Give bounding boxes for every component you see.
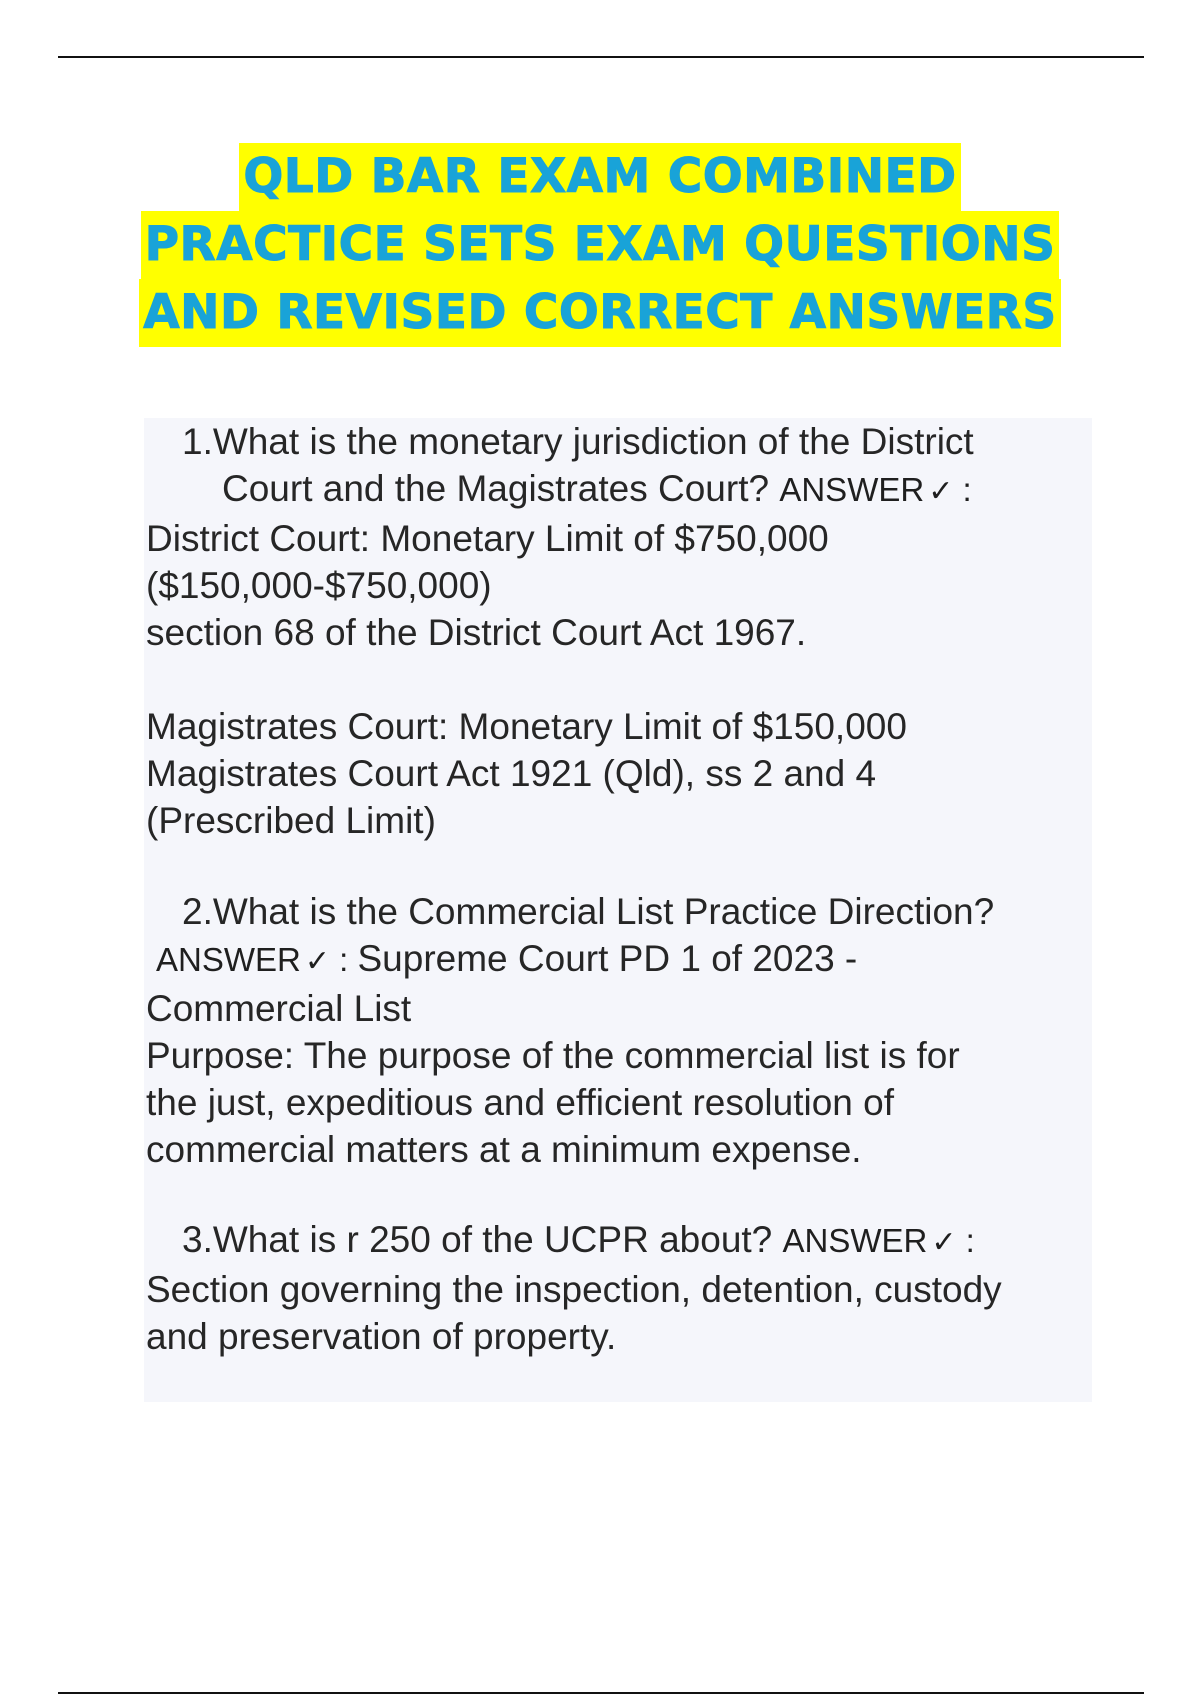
answer-line: (Prescribed Limit): [146, 800, 436, 841]
document-title: [0, 143, 1200, 347]
answer-text: Supreme Court PD 1 of 2023 -: [357, 938, 858, 979]
answer-line: ($150,000-$750,000): [146, 565, 492, 606]
question-text: Court and the Magistrates Court?: [222, 468, 770, 509]
question-text: What is r 250 of the UCPR about?: [212, 1219, 773, 1260]
title-line-3: AND REVISED CORRECT ANSWERS: [139, 279, 1060, 347]
question-number: 1.: [182, 421, 213, 462]
answer-line: Magistrates Court: Monetary Limit of $150,000: [146, 706, 907, 747]
question-1-line-2: Court and the Magistrates Court? ANSWER ✓ :: [222, 468, 972, 509]
answer-line: Section governing the inspection, detention, custody: [146, 1269, 1002, 1310]
paragraph-gap: [146, 656, 1092, 703]
checkmark-icon: ✓: [928, 475, 954, 508]
title-line-2: PRACTICE SETS EXAM QUESTIONS: [141, 211, 1060, 279]
answer-line: section 68 of the District Court Act 1967.: [146, 612, 807, 653]
answer-line: Magistrates Court Act 1921 (Qld), ss 2 and 4: [146, 753, 877, 794]
question-item-3: [146, 1216, 1092, 1360]
answer-line: Purpose: The purpose of the commercial list is for: [146, 1035, 960, 1076]
answer-line: the just, expeditious and efficient resolution of: [146, 1082, 895, 1123]
question-number: 3.: [182, 1219, 213, 1260]
question-3-line-1: 3.What is r 250 of the UCPR about? ANSWER ✓ :: [146, 1216, 1092, 1266]
question-1-line-1: [146, 418, 1092, 465]
checkmark-icon: ✓: [304, 945, 330, 978]
checkmark-icon: ✓: [931, 1226, 957, 1259]
question-2-answer-start: ANSWER ✓ : Supreme Court PD 1 of 2023 -: [156, 938, 858, 979]
title-line-1: QLD BAR EXAM COMBINED: [239, 143, 960, 211]
question-2-line-1: [146, 888, 1092, 935]
top-rule: [58, 56, 1144, 58]
question-number: 2.: [182, 891, 213, 932]
question-item-1: [146, 418, 1092, 844]
answer-label: ANSWER: [782, 1222, 928, 1259]
answer-line: and preservation of property.: [146, 1316, 617, 1357]
question-text: What is the Commercial List Practice Direction?: [212, 891, 995, 932]
answer-line: District Court: Monetary Limit of $750,000: [146, 518, 829, 559]
answer-label: ANSWER: [779, 471, 925, 508]
question-text: What is the monetary jurisdiction of the District: [212, 421, 974, 462]
answer-label: ANSWER: [156, 941, 301, 978]
answer-line: commercial matters at a minimum expense.: [146, 1129, 862, 1170]
question-item-2: [146, 888, 1092, 1173]
bottom-rule: [58, 1692, 1144, 1694]
answer-line: Commercial List: [146, 988, 412, 1029]
